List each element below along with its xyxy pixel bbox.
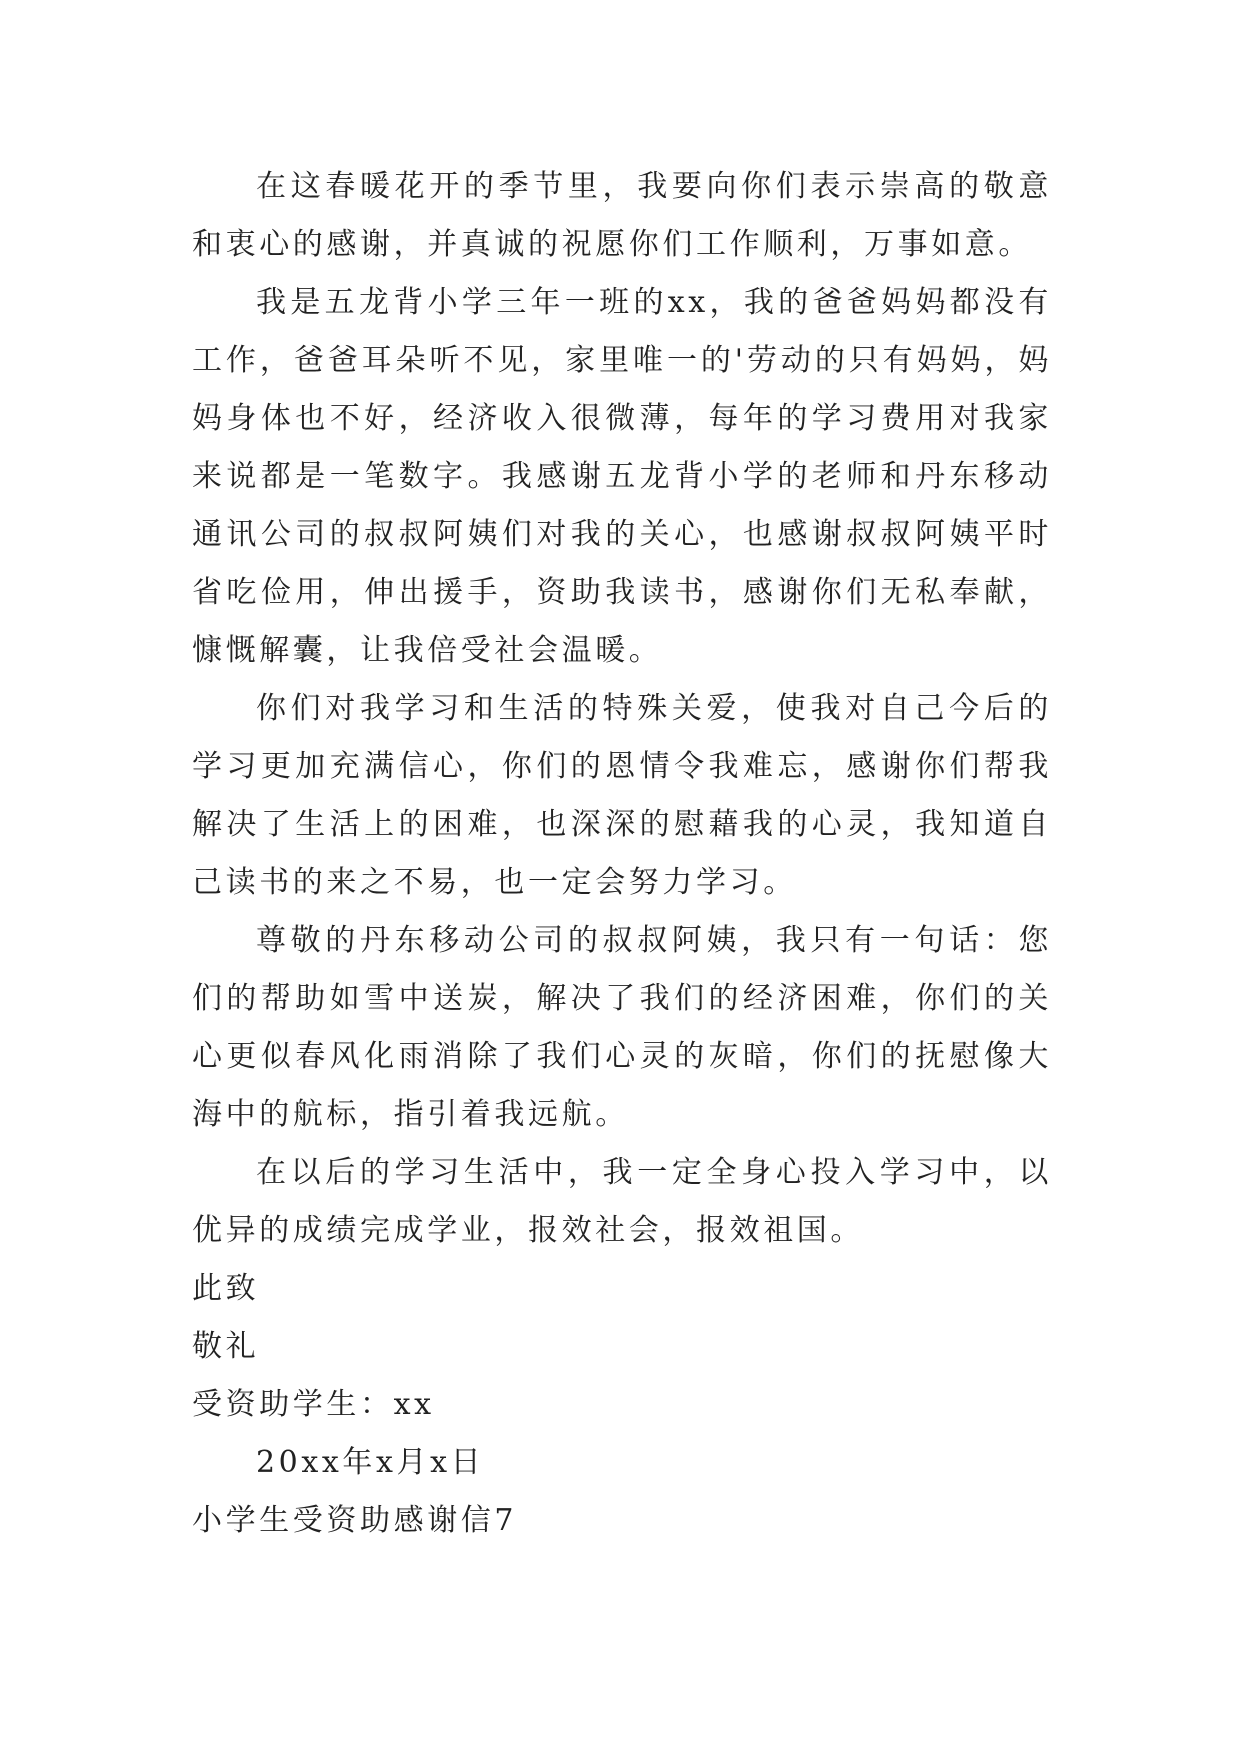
date-line: 20xx年x月x日	[256, 1445, 485, 1480]
paragraph-address: 尊敬的丹东移动公司的叔叔阿姨，我只有一句话：您们的帮助如雪中送炭，解决了我们的经济困难，你们的关心更似春风化雨消除了我们心灵的灰暗，你们的抚慰像大海中的航标，指引着我远航。	[192, 923, 1052, 1132]
paragraph-gratitude: 你们对我学习和生活的特殊关爱，使我对自己今后的学习更加充满信心，你们的恩情令我难忘，感谢你们帮我解决了生活上的困难，也深深的慰藉我的心灵，我知道自己读书的来之不易，也一定会努力学习。	[192, 691, 1052, 900]
closing-line-2: 敬礼	[192, 1329, 260, 1364]
next-letter-heading: 小学生受资助感谢信7	[192, 1503, 518, 1538]
paragraph-promise: 在以后的学习生活中，我一定全身心投入学习中，以优异的成绩完成学业，报效社会，报效祖国。	[192, 1155, 1052, 1248]
paragraph-background: 我是五龙背小学三年一班的xx，我的爸爸妈妈都没有工作，爸爸耳朵听不见，家里唯一的'劳动的只有妈妈，妈妈身体也不好，经济收入很微薄，每年的学习费用对我家来说都是一笔数字。我感谢五龙背小学的老师和丹东移动通讯公司的叔叔阿姨们对我的关心，也感谢叔叔阿姨平时省吃俭用，伸出援手，资助我读书，感谢你们无私奉献，慷慨解囊，让我倍受社会温暖。	[192, 285, 1052, 668]
closing-line-1: 此致	[192, 1271, 260, 1306]
letter-body	[192, 158, 1052, 1550]
paragraph-greeting: 在这春暖花开的季节里，我要向你们表示崇高的敬意和衷心的感谢，并真诚的祝愿你们工作顺利，万事如意。	[192, 169, 1052, 262]
signature-line: 受资助学生：xx	[192, 1387, 435, 1422]
